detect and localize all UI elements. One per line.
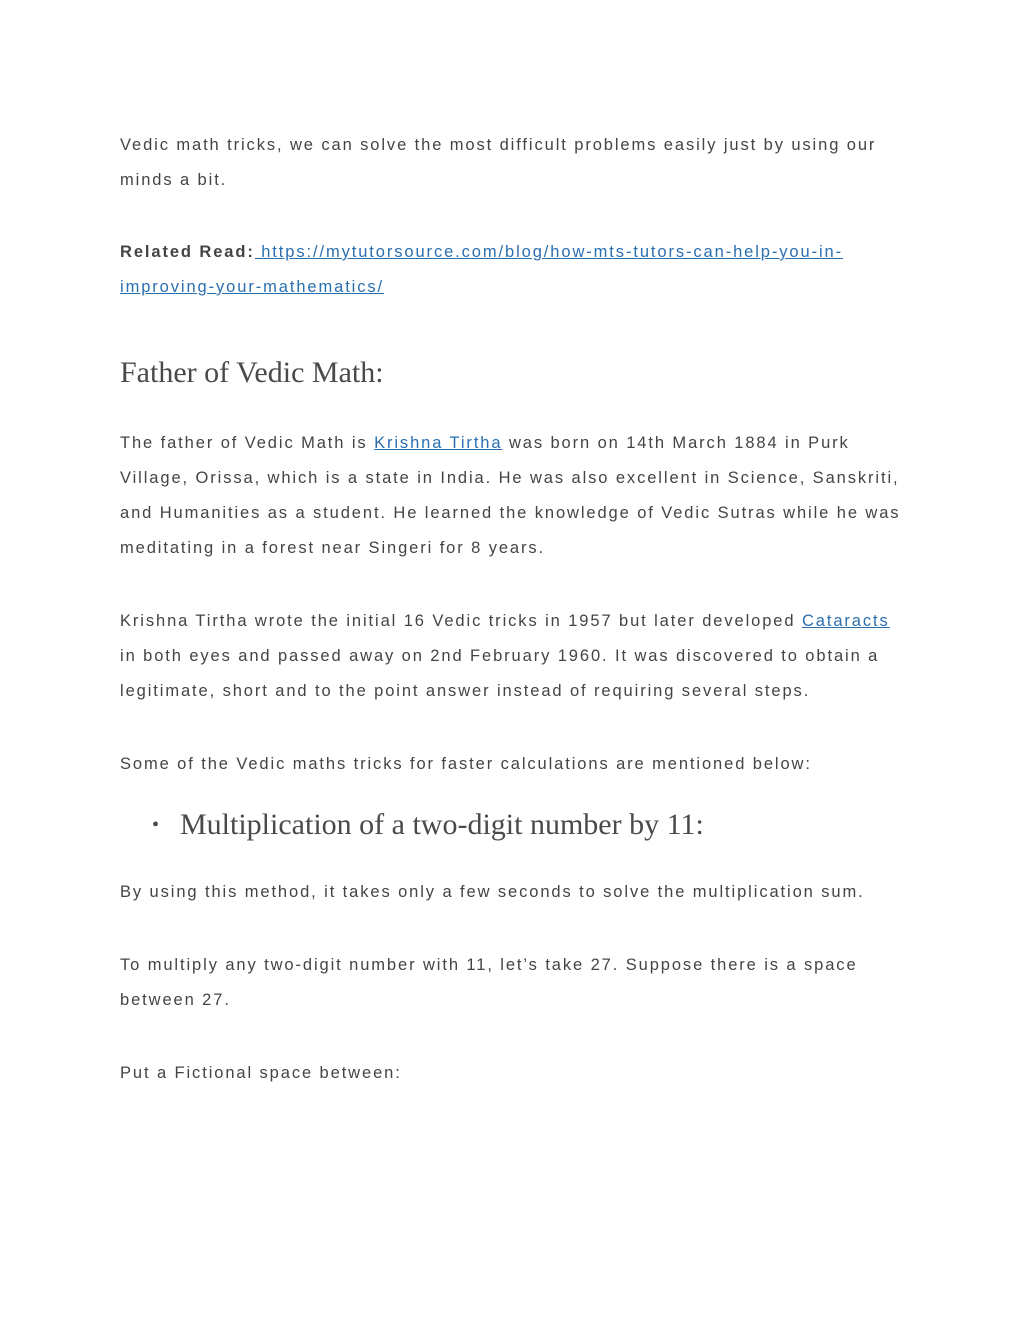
krishna-tirtha-paragraph bbox=[120, 604, 910, 709]
related-read-paragraph bbox=[120, 235, 910, 305]
krishna-tirtha-link[interactable]: Krishna Tirtha bbox=[374, 434, 503, 452]
cataracts-link[interactable]: Cataracts bbox=[801, 612, 890, 630]
tricks-list bbox=[120, 806, 910, 844]
father-paragraph bbox=[120, 426, 910, 566]
father-text-start: The father of Vedic Math is bbox=[120, 434, 375, 452]
krishna-text-end: in both eyes and passed away on 2nd February 1960. It was discovered to obtain a legitimate, short and to the point answer instead of requiring several steps. bbox=[120, 647, 880, 700]
krishna-text-start: Krishna Tirtha wrote the initial 16 Vedic tricks in 1957 but later developed bbox=[120, 612, 802, 630]
article-body bbox=[120, 128, 910, 1091]
fictional-space-paragraph: Put a Fictional space between: bbox=[120, 1064, 402, 1082]
father-text-end: was born on 14th March 1884 in Purk Village, Orissa, which is a state in India. He was also excellent in Science, Sanskriti, and Humanities as a student. He learned the knowledge of Vedic Sutras while he was meditating in a forest near Singeri for 8 years. bbox=[120, 434, 901, 557]
method-paragraph: By using this method, it takes only a few seconds to solve the multiplication sum. bbox=[120, 883, 865, 901]
father-of-vedic-math-heading: Father of Vedic Math: bbox=[120, 356, 384, 389]
tricks-intro-paragraph: Some of the Vedic maths tricks for faster calculations are mentioned below: bbox=[120, 755, 812, 773]
intro-paragraph: Vedic math tricks, we can solve the most difficult problems easily just by using our minds a bit. bbox=[120, 136, 877, 189]
related-read-label: Related Read: bbox=[120, 243, 255, 261]
bullet-icon: • bbox=[152, 814, 160, 836]
multiplication-heading: Multiplication of a two-digit number by 11: bbox=[180, 808, 704, 841]
list-item bbox=[120, 806, 910, 844]
related-read-link[interactable]: https://mytutorsource.com/blog/how-mts-tutors-can-help-you-in-improving-your-mathematics/ bbox=[120, 243, 844, 296]
example-paragraph: To multiply any two-digit number with 11, let’s take 27. Suppose there is a space between 27. bbox=[120, 956, 858, 1009]
